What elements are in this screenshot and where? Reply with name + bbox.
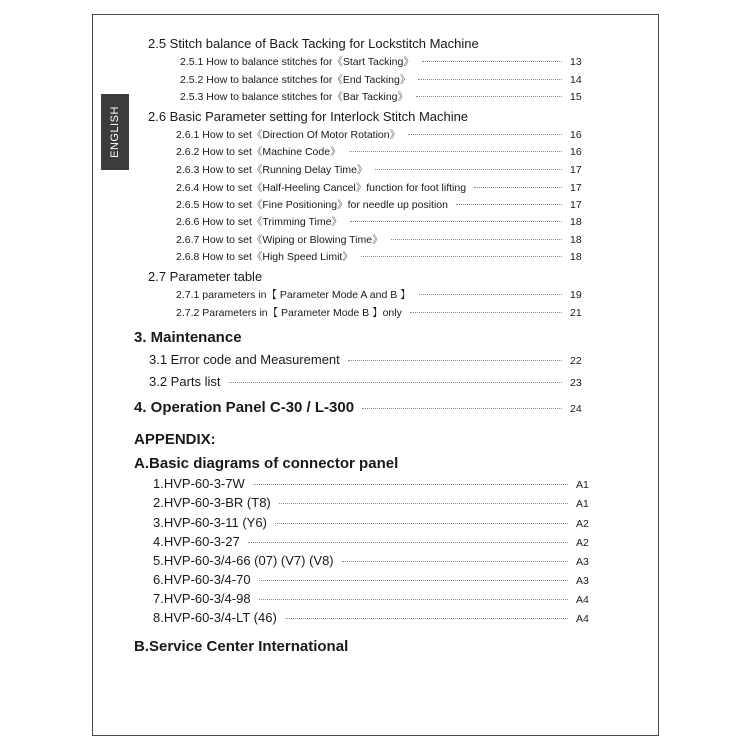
appendix-title: APPENDIX: — [134, 431, 216, 448]
toc-entry[interactable]: 2.5.1 How to balance stitches for《Start Tacking》 13 — [180, 56, 582, 68]
toc-entry[interactable]: 5.HVP-60-3/4-66 (07) (V7) (V8) A3 — [153, 553, 589, 568]
toc-entry[interactable]: 8.HVP-60-3/4-LT (46) A4 — [153, 610, 589, 625]
appendix-a-title: A.Basic diagrams of connector panel — [134, 455, 399, 472]
toc-entry[interactable]: 2.6.2 How to set《Machine Code》 16 — [176, 146, 582, 158]
toc-entry[interactable]: 1.HVP-60-3-7W A1 — [153, 476, 589, 491]
toc-entry[interactable]: 7.HVP-60-3/4-98 A4 — [153, 591, 589, 606]
toc-entry[interactable]: 2.6.5 How to set《Fine Positioning》for needle up position 17 — [176, 199, 582, 211]
toc-entry[interactable]: 2.6.1 How to set《Direction Of Motor Rotation》 16 — [176, 129, 582, 141]
appendix-b-title: B.Service Center International — [134, 638, 349, 655]
toc-entry[interactable]: 6.HVP-60-3/4-70 A3 — [153, 572, 589, 587]
toc-entry[interactable]: 2.6.7 How to set《Wiping or Blowing Time》 18 — [176, 234, 582, 246]
toc-entry[interactable]: 3.HVP-60-3-11 (Y6) A2 — [153, 515, 589, 530]
toc-entry[interactable]: 2.5.3 How to balance stitches for《Bar Tacking》 15 — [180, 91, 582, 103]
toc-entry[interactable]: 2.7.2 Parameters in【 Parameter Mode B 】only 21 — [176, 307, 582, 319]
toc-entry[interactable]: 2.5.2 How to balance stitches for《End Tacking》 14 — [180, 74, 582, 86]
section-2-5-title: 2.5 Stitch balance of Back Tacking for Lockstitch Machine — [148, 36, 479, 51]
toc-entry[interactable]: 2.6.3 How to set《Running Delay Time》 17 — [176, 164, 582, 176]
toc-entry[interactable]: 3.2 Parts list 23 — [149, 374, 582, 389]
toc-entry[interactable]: 2.7.1 parameters in【 Parameter Mode A and B 】 19 — [176, 289, 582, 301]
toc-entry-section-4[interactable]: 4. Operation Panel C-30 / L-300 24 — [134, 399, 582, 416]
toc-entry[interactable]: 2.HVP-60-3-BR (T8) A1 — [153, 495, 589, 510]
toc-entry[interactable]: 3.1 Error code and Measurement 22 — [149, 352, 582, 367]
language-tab-label: ENGLISH — [109, 106, 121, 158]
language-tab — [101, 94, 129, 170]
toc-entry[interactable]: 2.6.6 How to set《Trimming Time》 18 — [176, 216, 582, 228]
toc-entry[interactable]: 2.6.4 How to set《Half-Heeling Cancel》function for foot lifting 17 — [176, 182, 582, 194]
section-3-title: 3. Maintenance — [134, 329, 242, 346]
section-2-6-title: 2.6 Basic Parameter setting for Interlock Stitch Machine — [148, 109, 469, 124]
toc-entry[interactable]: 4.HVP-60-3-27 A2 — [153, 534, 589, 549]
section-2-7-title: 2.7 Parameter table — [148, 269, 263, 284]
toc-entry[interactable]: 2.6.8 How to set《High Speed Limit》 18 — [176, 251, 582, 263]
